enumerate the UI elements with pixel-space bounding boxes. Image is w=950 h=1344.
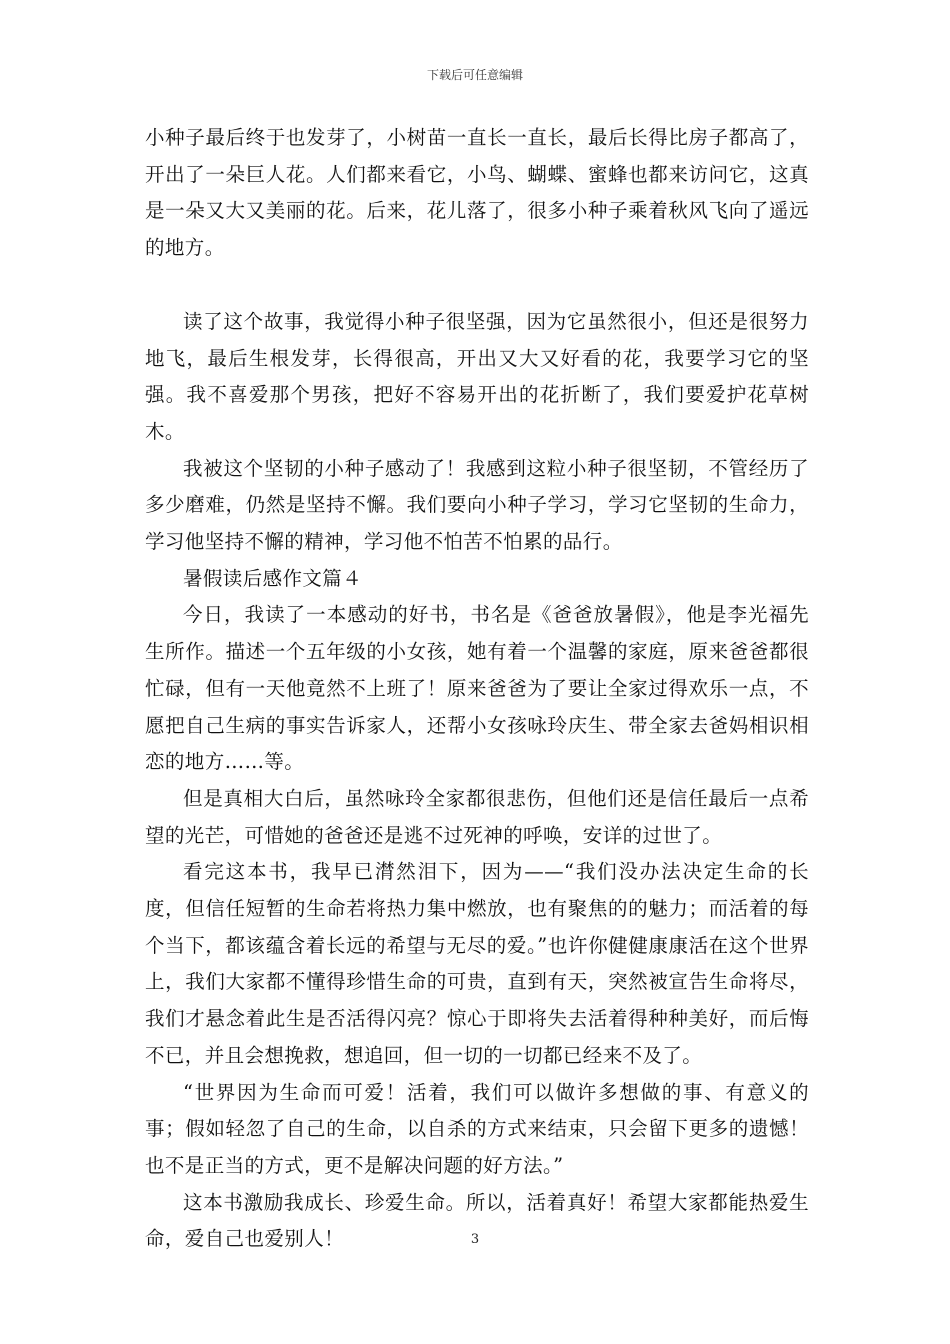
paragraph: 今日，我读了一本感动的好书，书名是《爸爸放暑假》，他是李光福先生所作。描述一个五年级的小女孩，她有着一个温馨的家庭，原来爸爸都很忙碌，但有一天他竟然不上班了！原来爸爸为了要让全家过得欢乐一点，不愿把自己生病的事实告诉家人，还帮小女孩咏玲庆生、带全家去爸妈相识相恋的地方……等。 bbox=[145, 603, 809, 774]
section-heading: 暑假读后感作文篇４ bbox=[183, 566, 363, 590]
document-body bbox=[145, 120, 809, 1258]
page-number: 3 bbox=[470, 1232, 480, 1247]
page-header: 下载后可任意编辑 bbox=[426, 68, 523, 82]
paragraph: “世界因为生命而可爱！活着，我们可以做许多想做的事、有意义的事；假如轻忽了自己的生命，以自杀的方式来结束，只会留下更多的遗憾！也不是正当的方式，更不是解决问题的好方法。” bbox=[145, 1080, 809, 1177]
paragraph: 小种子最后终于也发芽了，小树苗一直长一直长，最后长得比房子都高了，开出了一朵巨人花。人们都来看它，小鸟、蝴蝶、蜜蜂也都来访问它，这真是一朵又大又美丽的花。后来，花儿落了，很多小种子乘着秋风飞向了遥远的地方。 bbox=[145, 126, 809, 260]
paragraph: 看完这本书，我早已潸然泪下，因为——“我们没办法决定生命的长度，但信任短暂的生命若将热力集中燃放，也有聚焦的的魅力；而活着的每个当下，都该蕴含着长远的希望与无尽的爱。”也许你健健康康活在这个世界上，我们大家都不懂得珍惜生命的可贵，直到有天，突然被宣告生命将尽，我们才悬念着此生是否活得闪亮？惊心于即将失去活着得种种美好，而后悔不已，并且会想挽救，想追回，但一切的一切都已经来不及了。 bbox=[145, 860, 809, 1067]
paragraph: 但是真相大白后，虽然咏玲全家都很悲伤，但他们还是信任最后一点希望的光芒，可惜她的爸爸还是逃不过死神的呼唤，安详的过世了。 bbox=[145, 786, 809, 847]
paragraph: 我被这个坚韧的小种子感动了！我感到这粒小种子很坚韧，不管经历了多少磨难，仍然是坚持不懈。我们要向小种子学习，学习它坚韧的生命力，学习他坚持不懈的精神，学习他不怕苦不怕累的品行。 bbox=[145, 456, 809, 554]
paragraph: 这本书激励我成长、珍爱生命。所以，活着真好！希望大家都能热爱生命，爱自己也爱别人！ bbox=[145, 1190, 809, 1251]
paragraph: 读了这个故事，我觉得小种子很坚强，因为它虽然很小，但还是很努力地飞，最后生根发芽，长得很高，开出又大又好看的花，我要学习它的坚强。我不喜爱那个男孩，把好不容易开出的花折断了，我们要爱护花草树木。 bbox=[145, 309, 809, 443]
